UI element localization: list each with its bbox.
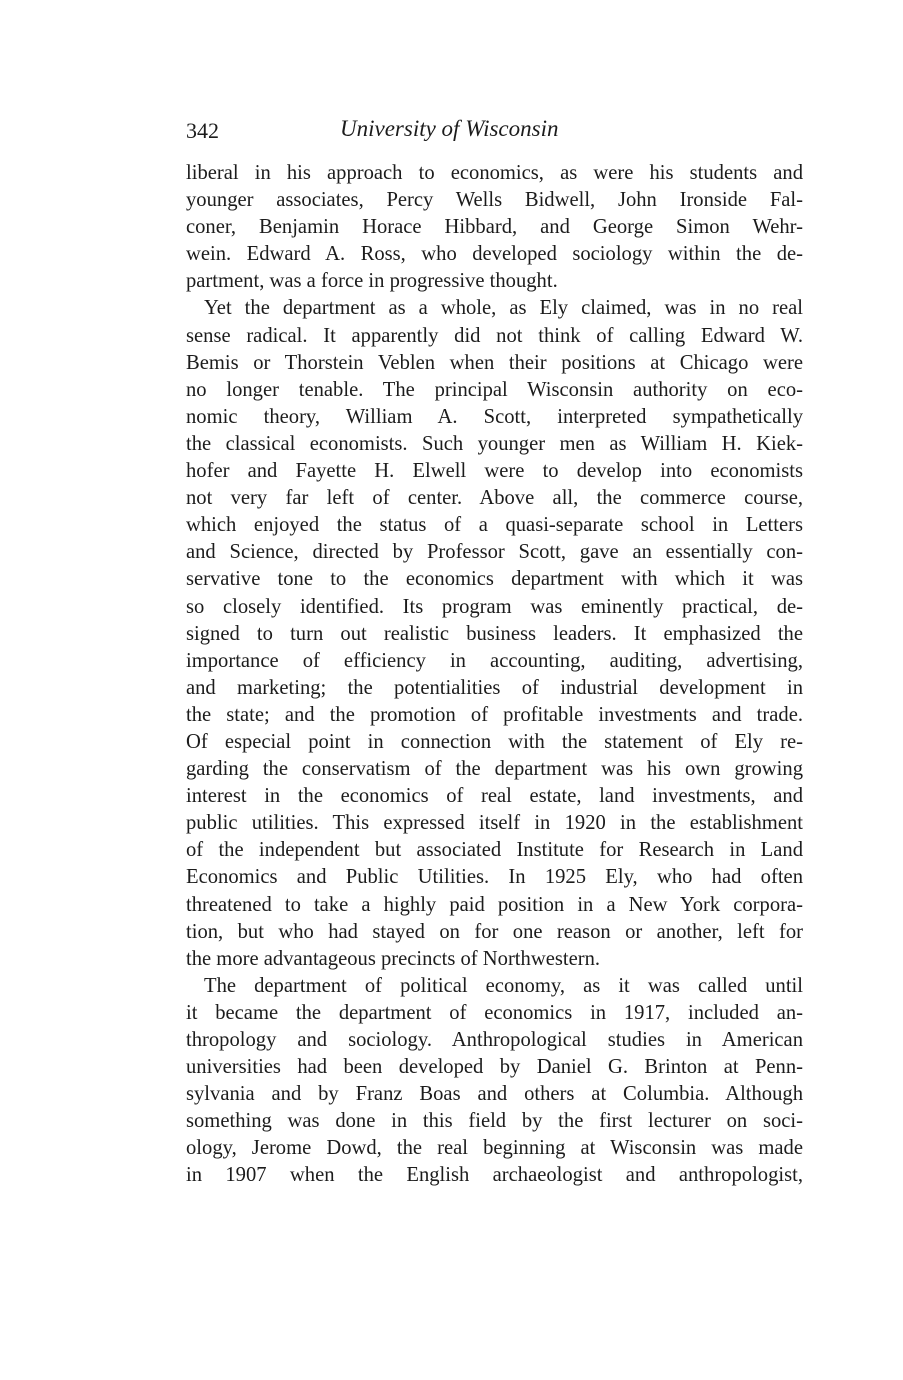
text-line: no longer tenable. The principal Wisconsin authority on eco- <box>186 378 803 401</box>
text-line: not very far left of center. Above all, the commerce course, <box>186 487 803 510</box>
running-title: University of Wisconsin <box>340 116 559 141</box>
text-line: sense radical. It apparently did not think of calling Edward W. <box>186 324 803 347</box>
paragraph-2 <box>186 295 803 972</box>
text-line: ology, Jerome Dowd, the real beginning at Wisconsin was made <box>186 1137 803 1160</box>
text-line: in 1907 when the English archaeologist and anthropologist, <box>186 1164 803 1187</box>
text-line: the classical economists. Such younger men as William H. Kiek- <box>186 432 803 455</box>
text-line: servative tone to the economics department with which it was <box>186 568 803 591</box>
text-line: something was done in this field by the first lecturer on soci- <box>186 1110 803 1133</box>
text-line: garding the conservatism of the department was his own growing <box>186 758 803 781</box>
text-line: and Science, directed by Professor Scott, gave an essentially con- <box>186 541 803 564</box>
text-line: hofer and Fayette H. Elwell were to develop into economists <box>186 460 803 483</box>
paragraph-1 <box>186 160 803 295</box>
text-line: the state; and the promotion of profitable investments and trade. <box>186 703 803 726</box>
text-line: liberal in his approach to economics, as were his students and <box>186 162 803 184</box>
text-line: it became the department of economics in 1917, included an- <box>186 1001 803 1024</box>
paragraph-3 <box>186 973 803 1190</box>
text-line: partment, was a force in progressive thought. <box>186 270 558 293</box>
text-line: which enjoyed the status of a quasi-separate school in Letters <box>186 514 803 537</box>
text-line: signed to turn out realistic business leaders. It emphasized the <box>186 622 803 645</box>
text-line: Bemis or Thorstein Veblen when their positions at Chicago were <box>186 351 803 374</box>
text-line: so closely identified. Its program was eminently practical, de- <box>186 595 803 618</box>
text-line: coner, Benjamin Horace Hibbard, and George Simon Wehr- <box>186 216 803 239</box>
text-line: of the independent but associated Institute for Research in Land <box>186 839 803 862</box>
text-line: the more advantageous precincts of Northwestern. <box>186 947 601 970</box>
text-line: and marketing; the potentialities of industrial development in <box>186 676 803 699</box>
text-line: importance of efficiency in accounting, auditing, advertising, <box>186 649 803 672</box>
text-line: Economics and Public Utilities. In 1925 Ely, who had often <box>186 866 803 889</box>
text-line: wein. Edward A. Ross, who developed sociology within the de- <box>186 243 803 266</box>
text-line: threatened to take a highly paid position in a New York corpora- <box>186 893 803 916</box>
page-header <box>186 116 803 150</box>
text-line: tion, but who had stayed on for one reason or another, left for <box>186 920 803 943</box>
text-line: The department of political economy, as it was called until <box>204 974 803 997</box>
text-line: younger associates, Percy Wells Bidwell, John Ironside Fal- <box>186 189 803 212</box>
text-line: universities had been developed by Daniel G. Brinton at Penn- <box>186 1056 803 1079</box>
text-line: nomic theory, William A. Scott, interpreted sympathetically <box>186 405 803 428</box>
text-line: interest in the economics of real estate, land investments, and <box>186 785 803 808</box>
text-line: Yet the department as a whole, as Ely claimed, was in no real <box>204 297 803 320</box>
text-line: sylvania and by Franz Boas and others at Columbia. Although <box>186 1083 803 1106</box>
page-number: 342 <box>186 118 219 143</box>
text-line: Of especial point in connection with the statement of Ely re- <box>186 730 803 753</box>
body-text <box>186 160 803 1190</box>
text-line: public utilities. This expressed itself in 1920 in the establishment <box>186 812 803 835</box>
text-line: thropology and sociology. Anthropological studies in American <box>186 1029 803 1051</box>
